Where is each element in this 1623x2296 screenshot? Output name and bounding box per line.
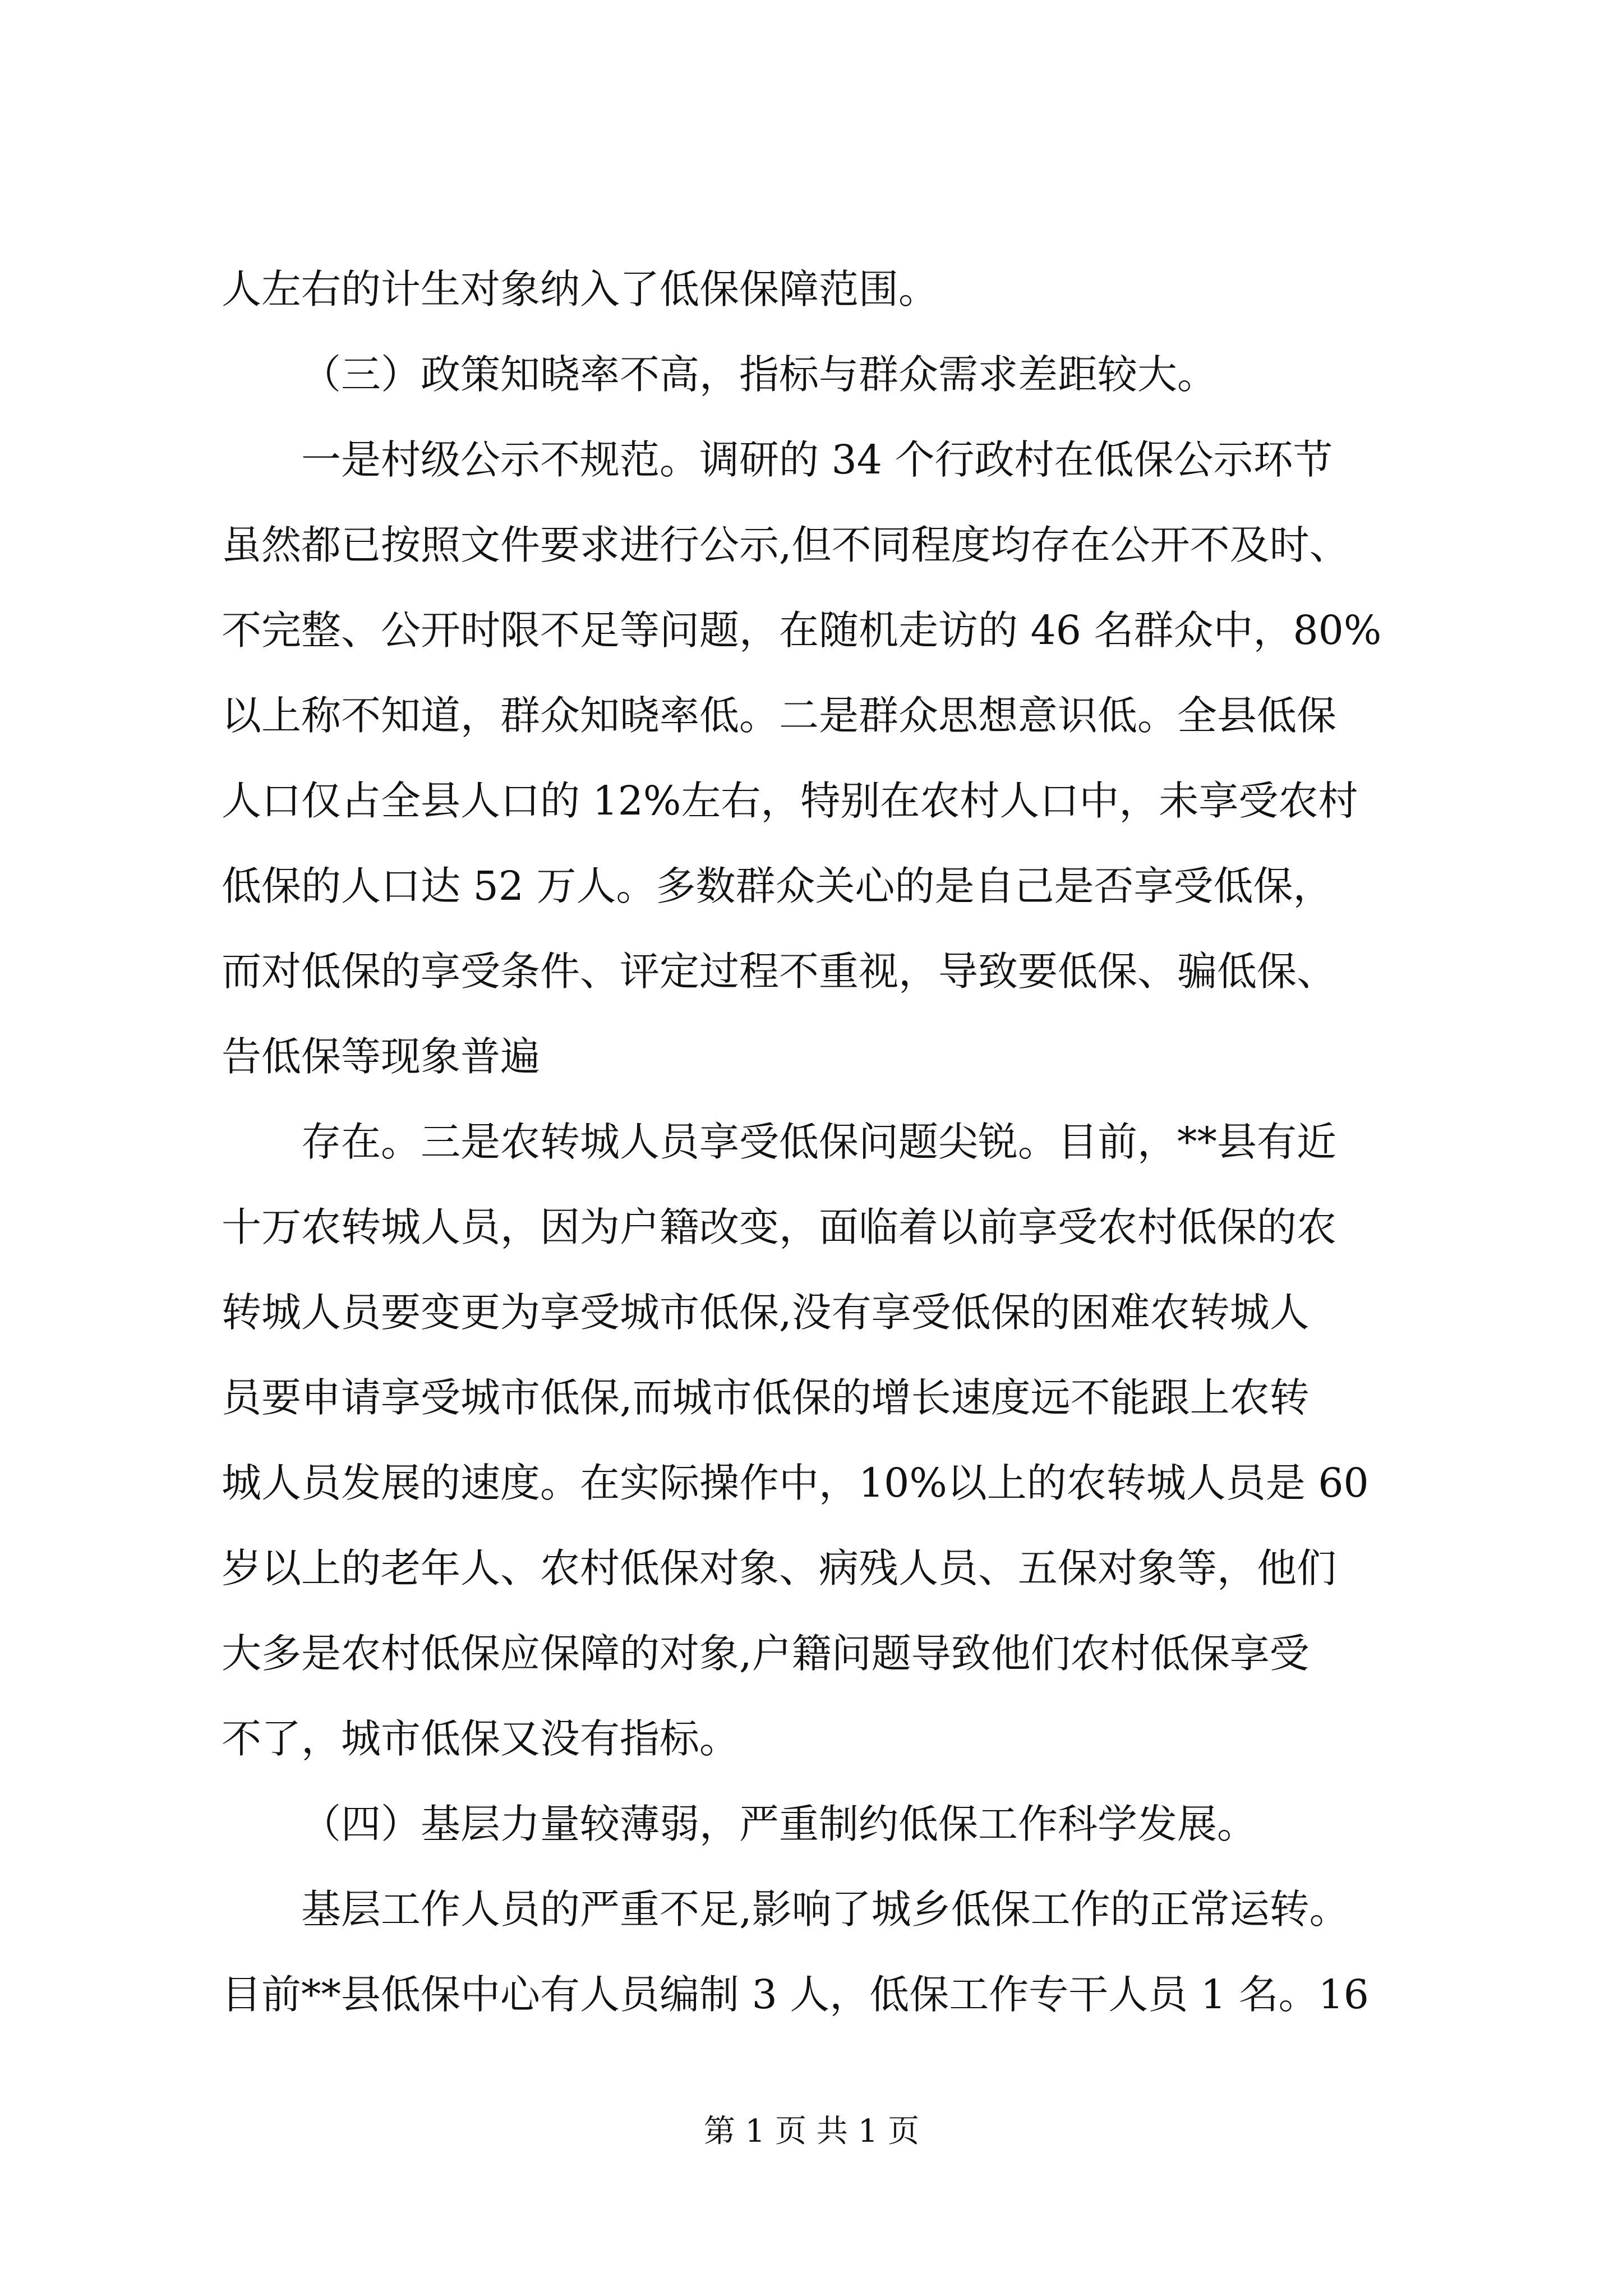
body-line: 以上称不知道，群众知晓率低。二是群众思想意识低。全县低保 xyxy=(222,692,1337,739)
body-line: 岁以上的老年人、农村低保对象、病残人员、五保对象等，他们 xyxy=(222,1545,1337,1591)
body-line: 目前**县低保中心有人员编制 3 人，低保工作专干人员 1 名。16 xyxy=(222,1971,1369,2018)
page-footer xyxy=(0,2112,1623,2151)
body-line: 虽然都已按照文件要求进行公示,但不同程度均存在公开不及时、 xyxy=(222,522,1349,568)
body-line: 十万农转城人员，因为户籍改变，面临着以前享受农村低保的农 xyxy=(222,1204,1337,1250)
section-heading-3: （三）政策知晓率不高，指标与群众需求差距较大。 xyxy=(301,351,1218,398)
body-line: 而对低保的享受条件、评定过程不重视，导致要低保、骗低保、 xyxy=(222,948,1337,995)
body-line: 低保的人口达 52 万人。多数群众关心的是自己是否享受低保， xyxy=(222,863,1333,909)
body-line: 员要申请享受城市低保,而城市低保的增长速度远不能跟上农转 xyxy=(222,1374,1310,1421)
body-line: 转城人员要变更为享受城市低保,没有享受低保的困难农转城人 xyxy=(222,1289,1310,1336)
body-line: 人口仅占全县人口的 12%左右，特别在农村人口中，未享受农村 xyxy=(222,777,1358,824)
body-line: 存在。三是农转城人员享受低保问题尖锐。目前，**县有近 xyxy=(301,1119,1337,1165)
body-line: 基层工作人员的严重不足,影响了城乡低保工作的正常运转。 xyxy=(301,1886,1349,1932)
body-line: 不完整、公开时限不足等问题，在随机走访的 46 名群众中，80% xyxy=(222,607,1382,654)
section-heading-4: （四）基层力量较薄弱，严重制约低保工作科学发展。 xyxy=(301,1801,1257,1847)
body-line: 大多是农村低保应保障的对象,户籍问题导致他们农村低保享受 xyxy=(222,1630,1310,1677)
body-line: 城人员发展的速度。在实际操作中，10%以上的农转城人员是 60 xyxy=(222,1460,1369,1506)
page-number-label: 第 1 页 共 1 页 xyxy=(703,2113,920,2150)
body-line: 不了，城市低保又没有指标。 xyxy=(222,1715,740,1762)
document-body xyxy=(222,247,1416,2037)
body-line: 告低保等现象普遍 xyxy=(222,1033,541,1080)
body-line: 一是村级公示不规范。调研的 34 个行政村在低保公示环节 xyxy=(301,436,1333,483)
body-line: 人左右的计生对象纳入了低保保障范围。 xyxy=(222,266,939,312)
